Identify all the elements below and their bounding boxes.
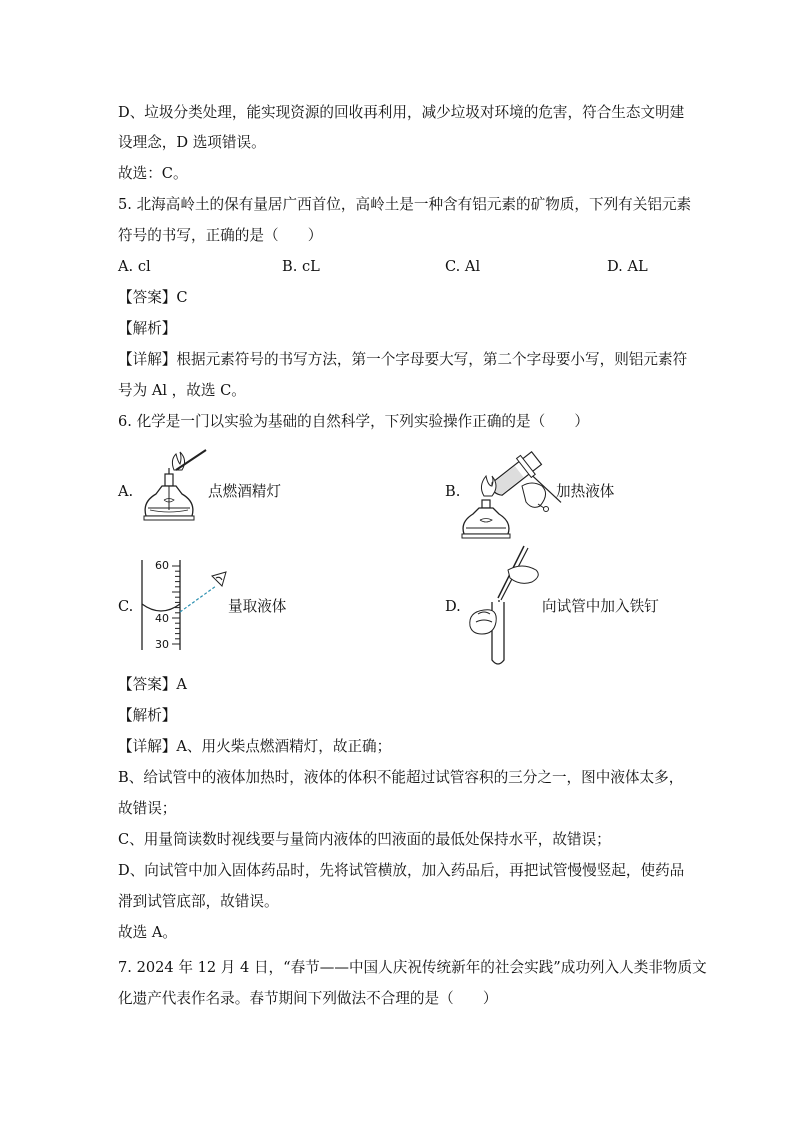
q5-option-c: C. Al: [445, 258, 481, 275]
q6-answer: 【答案】A: [118, 676, 187, 693]
q6-detail-c: C、用量筒读数时视线要与量筒内液体的凹液面的最低处保持水平，故错误；: [118, 831, 611, 848]
q6-detail-d-line1: D、向试管中加入固体药品时，先将试管横放，加入药品后，再把试管慢慢竖起，使药品: [118, 862, 685, 879]
option-d-explanation-line2: 设理念，D 选项错误。: [118, 134, 266, 151]
q6-option-d-caption: 向试管中加入铁钉: [542, 598, 659, 615]
q6-option-d-letter: D.: [445, 598, 461, 615]
q6-option-b-caption: 加热液体: [556, 483, 615, 500]
option-d-explanation-line1: D、垃圾分类处理，能实现资源的回收再利用，减少垃圾对环境的危害，符合生态文明建: [118, 104, 685, 121]
q6-analysis-heading: 【解析】: [118, 707, 177, 724]
q6-detail-b-line1: B、给试管中的液体加热时，液体的体积不能超过试管容积的三分之一，图中液体太多，: [118, 769, 684, 786]
q5-option-b: B. cL: [282, 258, 320, 275]
heating-liquid-figure: [462, 442, 562, 542]
q5-analysis-heading: 【解析】: [118, 320, 177, 337]
cylinder-tick-30: 30: [155, 638, 169, 651]
q6-choice: 故选 A。: [118, 924, 177, 941]
adding-iron-nail-figure: [468, 544, 548, 668]
question-7-stem-line2: 化遗产代表作名录。春节期间下列做法不合理的是（ ）: [118, 990, 498, 1007]
q6-option-b-letter: B.: [445, 483, 461, 500]
q5-detail-line1: 【详解】根据元素符号的书写方法，第一个字母要大写，第二个字母要小写，则铝元素符: [118, 351, 688, 368]
q6-detail-a: 【详解】A、用火柴点燃酒精灯，故正确；: [118, 738, 392, 755]
alcohol-lamp-lighting-figure: [138, 450, 208, 530]
question-7-stem-line1: 7. 2024 年 12 月 4 日，“春节——中国人庆祝传统新年的社会实践”成功列入人类非物质文: [118, 959, 707, 976]
question-5-stem-line2: 符号的书写，正确的是（ ）: [118, 227, 323, 244]
q6-option-a-letter: A.: [118, 483, 134, 500]
cylinder-tick-60: 60: [155, 559, 169, 572]
q5-option-d: D. AL: [607, 258, 648, 275]
graduated-cylinder-figure: [138, 560, 238, 652]
answer-choice-q4: 故选：C。: [118, 165, 188, 182]
question-5-stem-line1: 5. 北海高岭土的保有量居广西首位，高岭土是一种含有铝元素的矿物质，下列有关铝元素: [118, 196, 692, 213]
cylinder-tick-40: 40: [155, 612, 169, 625]
question-6-stem: 6. 化学是一门以实验为基础的自然科学，下列实验操作正确的是（ ）: [118, 413, 589, 430]
q6-detail-b-line2: 故错误；: [118, 800, 177, 817]
q6-option-c-letter: C.: [118, 598, 134, 615]
q5-answer: 【答案】C: [118, 289, 188, 306]
q5-option-a: A. cl: [118, 258, 151, 275]
q6-option-c-caption: 量取液体: [228, 598, 287, 615]
q6-detail-d-line2: 滑到试管底部，故错误。: [118, 893, 279, 910]
q6-option-a-caption: 点燃酒精灯: [208, 483, 281, 500]
q5-detail-line2: 号为 Al ，故选 C。: [118, 382, 246, 399]
